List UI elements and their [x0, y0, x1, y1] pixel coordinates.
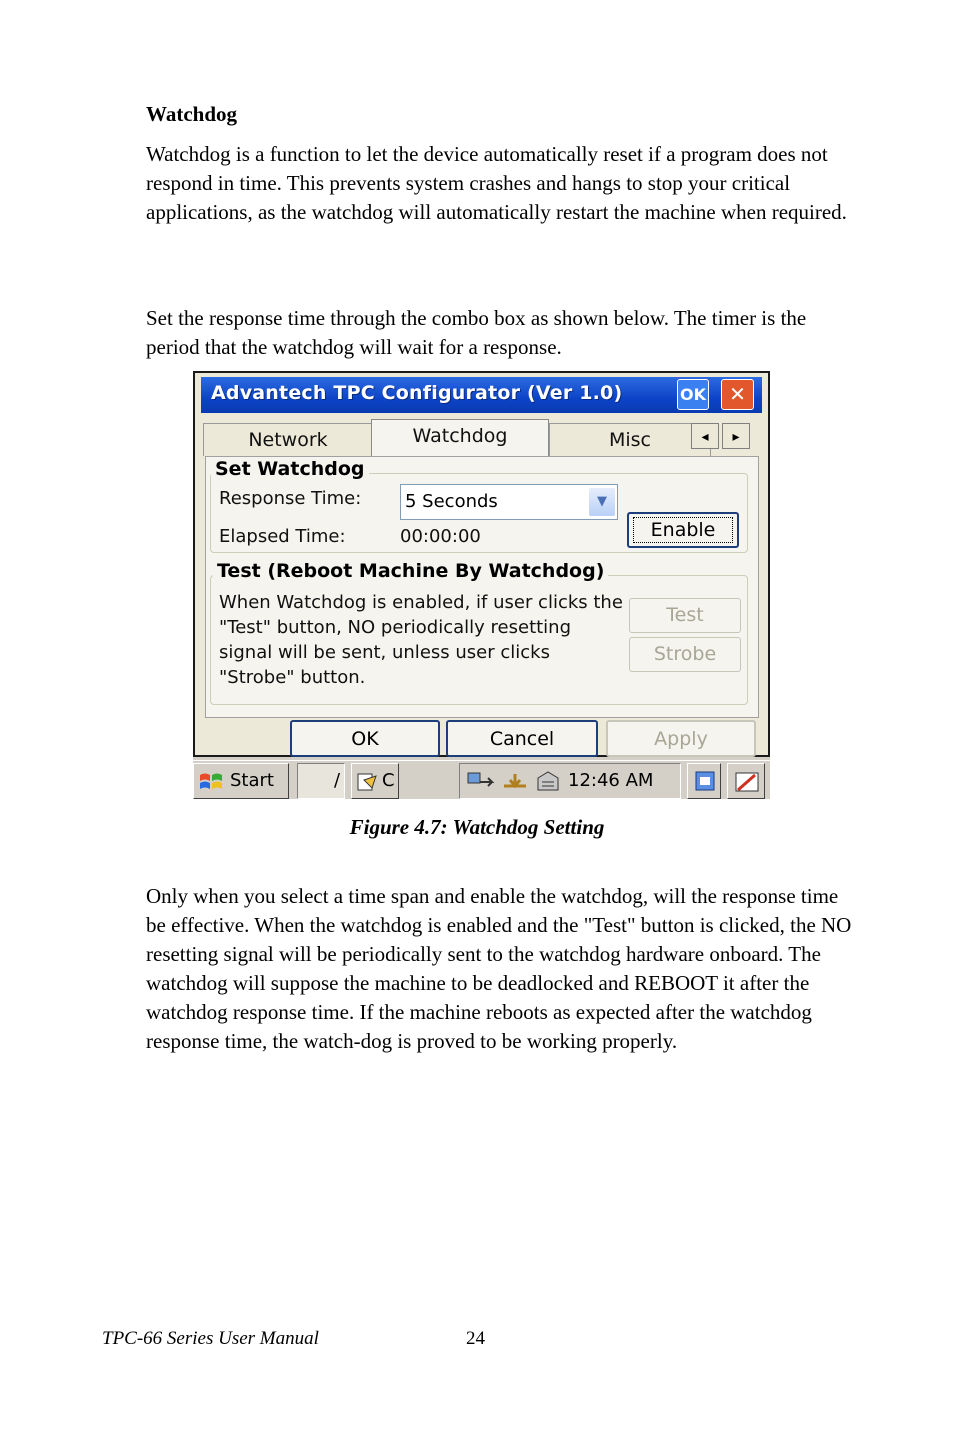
intro-paragraph: Watchdog is a function to let the device automatically reset if a program does not respond in time. This prevents system crashes and hangs to stop your critical applications, as the watchdog will automatically restart the machine when required. — [146, 142, 847, 224]
start-label: Start — [230, 770, 274, 791]
tab-scroll-left-icon[interactable]: ◂ — [691, 423, 719, 449]
taskbar-task-2[interactable] — [351, 763, 399, 799]
ok-button[interactable]: OK — [290, 720, 440, 757]
start-button[interactable] — [193, 763, 289, 799]
pen-icon — [733, 768, 761, 796]
enable-button[interactable] — [627, 512, 739, 548]
apply-button[interactable]: Apply — [606, 720, 756, 757]
chevron-down-icon[interactable]: ▼ — [589, 488, 615, 516]
network-icon[interactable] — [466, 770, 496, 794]
tab-network[interactable]: Network — [203, 423, 373, 456]
usb-icon[interactable] — [500, 770, 530, 794]
configurator-window — [193, 371, 770, 757]
taskbar-task-1[interactable] — [297, 763, 345, 799]
page-number: 24 — [466, 1328, 485, 1349]
windows-flag-icon — [198, 771, 226, 793]
close-icon[interactable]: ✕ — [721, 379, 754, 410]
title-bar — [201, 377, 762, 413]
test-description: When Watchdog is enabled, if user clicks the "Test" button, NO periodically resetting signal will be sent, unless user clicks "Strobe" button. — [219, 592, 623, 688]
test-button[interactable]: Test — [629, 598, 741, 633]
tab-watchdog[interactable]: Watchdog — [371, 419, 549, 458]
response-time-label: Response Time: — [219, 488, 362, 509]
app-icon — [356, 770, 378, 794]
section-heading: Watchdog — [146, 102, 238, 126]
title-ok-button[interactable]: OK — [677, 379, 709, 410]
strobe-button[interactable]: Strobe — [629, 637, 741, 672]
response-time-combo[interactable] — [400, 484, 618, 520]
taskbar — [193, 760, 770, 799]
desktop-icon — [693, 769, 717, 793]
figure-caption: Figure 4.7: Watchdog Setting — [349, 815, 605, 839]
response-time-value: 5 Seconds — [405, 491, 498, 512]
watchdog-tab-panel — [205, 456, 759, 718]
elapsed-time-label: Elapsed Time: — [219, 526, 346, 547]
tab-strip — [203, 419, 760, 457]
cancel-button[interactable]: Cancel — [446, 720, 598, 757]
test-group — [210, 560, 748, 705]
input-panel-button[interactable] — [727, 763, 765, 799]
clock[interactable]: 12:46 AM — [568, 770, 654, 791]
instruction-paragraph: Set the response time through the combo box as shown below. The timer is the period that the watchdog will wait for a response. — [146, 306, 807, 359]
explanation-paragraph: Only when you select a time span and enable the watchdog, will the response time be effective. When the watchdog is enabled and the "Test" button is clicked, the NO resetting signal will be periodically sent to the watchdog hardware onboard. The watchdog will suppose the machine to be deadlocked and REBOOT it after the watchdog response time. If the machine reboots as expected after the watchdog response time, the watch-dog is proved to be working properly. — [146, 884, 852, 1053]
configurator-screenshot — [193, 371, 770, 799]
window-title: Advantech TPC Configurator (Ver 1.0) — [211, 382, 623, 404]
tab-misc[interactable]: Misc — [549, 423, 711, 456]
desktop-button[interactable] — [687, 763, 721, 799]
test-group-title: Test (Reboot Machine By Watchdog) — [213, 560, 608, 582]
elapsed-time-value: 00:00:00 — [400, 526, 481, 547]
set-watchdog-group — [210, 458, 748, 553]
set-watchdog-title: Set Watchdog — [211, 458, 369, 480]
tab-scroll-right-icon[interactable]: ▸ — [722, 423, 750, 449]
enable-label: Enable — [650, 519, 716, 541]
keyboard-icon[interactable] — [534, 768, 562, 796]
system-tray — [459, 763, 681, 799]
footer-manual-title: TPC-66 Series User Manual — [102, 1328, 319, 1349]
task-2-label: C — [382, 770, 395, 791]
task-1-label: / — [334, 770, 341, 791]
